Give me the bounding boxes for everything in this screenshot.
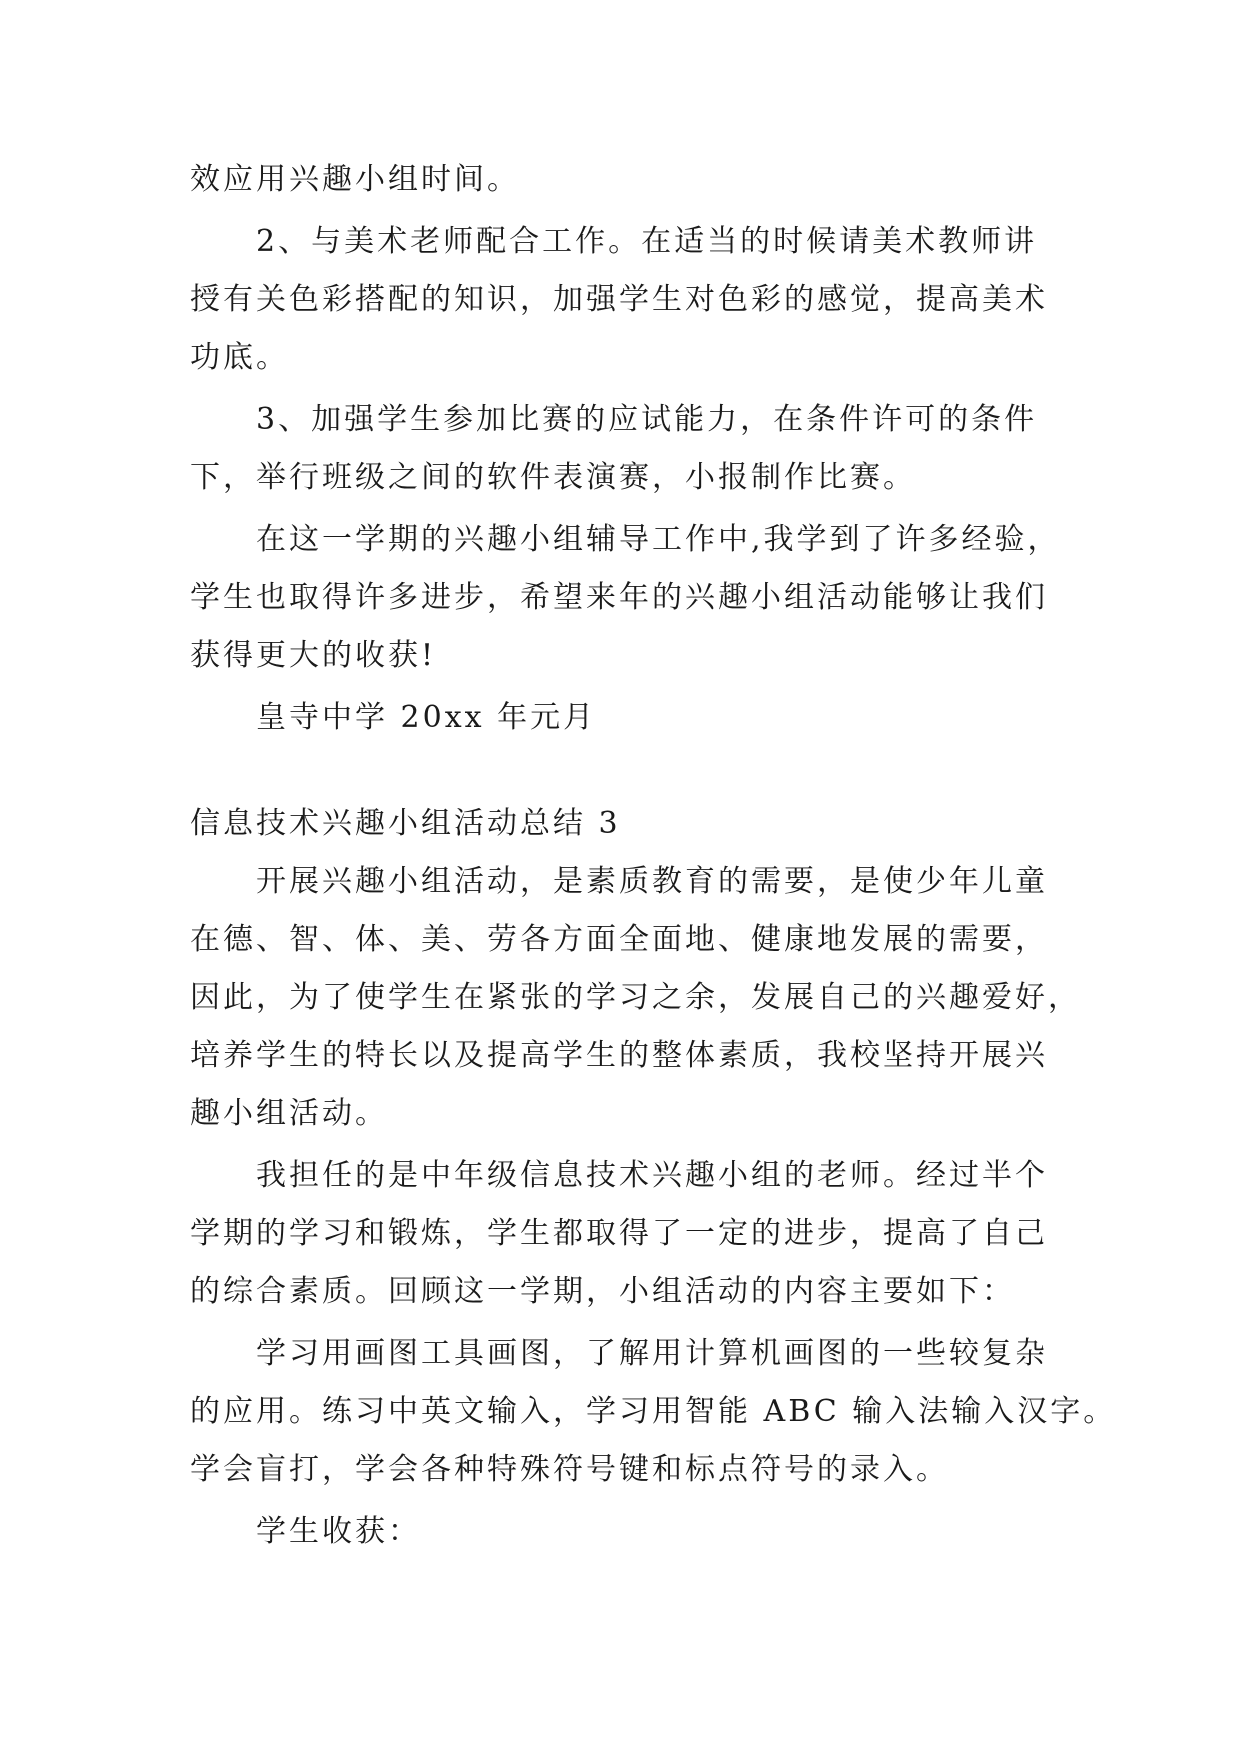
- text-line: 我担任的是中年级信息技术兴趣小组的老师。经过半个: [256, 1158, 1048, 1193]
- text-line: 在这一学期的兴趣小组辅导工作中,我学到了许多经验，: [256, 522, 1061, 557]
- text-line: 培养学生的特长以及提高学生的整体素质，我校坚持开展兴: [190, 1038, 1048, 1073]
- text-line: 在德、智、体、美、劳各方面全面地、健康地发展的需要，: [190, 922, 1048, 957]
- text-line: 效应用兴趣小组时间。: [190, 162, 520, 197]
- text-line: 开展兴趣小组活动，是素质教育的需要，是使少年儿童: [256, 864, 1048, 899]
- text-line: 的综合素质。回顾这一学期，小组活动的内容主要如下：: [190, 1274, 1015, 1309]
- text-line: 下，举行班级之间的软件表演赛，小报制作比赛。: [190, 460, 916, 495]
- section-title: 信息技术兴趣小组活动总结 3: [190, 806, 621, 841]
- text-line: 的应用。练习中英文输入，学习用智能 ABC 输入法输入汉字。: [190, 1394, 1117, 1429]
- text-line: 学生也取得许多进步，希望来年的兴趣小组活动能够让我们: [190, 580, 1048, 615]
- text-line: 学期的学习和锻炼，学生都取得了一定的进步，提高了自己: [190, 1216, 1048, 1251]
- signature-line: 皇寺中学 20xx 年元月: [256, 700, 597, 735]
- text-line: 获得更大的收获!: [190, 638, 437, 673]
- text-line: 因此，为了使学生在紧张的学习之余，发展自己的兴趣爱好，: [190, 980, 1081, 1015]
- text-line: 2、与美术老师配合工作。在适当的时候请美术教师讲: [256, 224, 1038, 259]
- text-line: 趣小组活动。: [190, 1096, 388, 1131]
- text-line: 学习用画图工具画图，了解用计算机画图的一些较复杂: [256, 1336, 1048, 1371]
- text-line: 功底。: [190, 340, 289, 375]
- text-line: 学会盲打，学会各种特殊符号键和标点符号的录入。: [190, 1452, 949, 1487]
- text-line: 学生收获：: [256, 1514, 421, 1549]
- text-line: 授有关色彩搭配的知识，加强学生对色彩的感觉，提高美术: [190, 282, 1048, 317]
- text-line: 3、加强学生参加比赛的应试能力，在条件许可的条件: [256, 402, 1038, 437]
